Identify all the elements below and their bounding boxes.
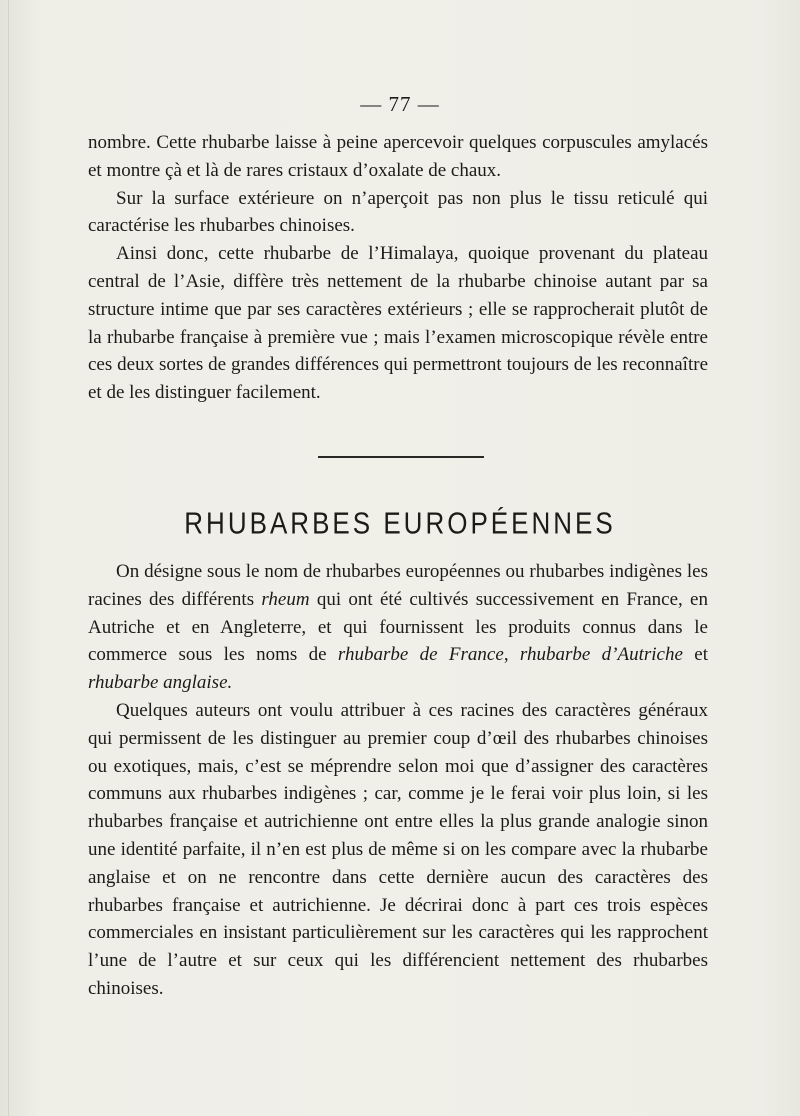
paragraph: nombre. Cette rhubarbe laisse à peine apercevoir quelques corpuscules amylacés et montre çà et là de rares cristaux d’oxalate de chaux. [88, 132, 708, 181]
italic-term: rhubarbe de France [337, 644, 504, 666]
italic-term: rhubarbe d’Autriche [519, 644, 683, 666]
section-divider [318, 456, 484, 458]
paragraph: Ainsi donc, cette rhubarbe de l’Himalaya, quoique provenant du plateau central de l’Asie, diffère très nettement de la rhubarbe chinoise autant par sa structure intime que par ses caractères extérieurs ; elle se rapprocherait plutôt de la rhubarbe française à première vue ; mais l’examen microscopique révèle entre ces deux sortes de grandes différences qui permettront toujours de les reconnaître et de les distinguer facilement. [88, 243, 708, 404]
page-edge [8, 0, 9, 1116]
section-text [88, 558, 708, 1003]
section-heading: RHUBARBES EUROPÉENNES [184, 505, 616, 541]
italic-term: rheum [261, 588, 310, 610]
paragraph: Quelques auteurs ont voulu attribuer à ces racines des caractères généraux qui permissent de les distinguer au premier coup d’œil des rhubarbes chinoises ou exotiques, mais, c’est se méprendre selon moi que d’assigner des caractères communs aux rhubarbes indigènes ; car, comme je le ferai voir plus loin, si les rhubarbes française et autrichienne ont entre elles la plus grande analogie sinon une identité parfaite, il n’en est plus de même si on les compare avec la rhubarbe anglaise et on ne rencontre dans cette dernière aucun des caractères des rhubarbes française et autrichienne. Je décrirai donc à part ces trois espèces commerciales en insistant particulièrement sur les caractères qui les rapprochent l’une de l’autre et sur ceux qui les différencient nettement des rhubarbes chinoises. [88, 699, 708, 999]
continuation-text [88, 129, 708, 407]
page-number: — 77 — [360, 92, 440, 116]
text-run: et [682, 644, 708, 666]
italic-term: rhubarbe anglaise. [88, 672, 233, 694]
text-run: , [503, 644, 520, 666]
text-run: On désigne sous le nom de rhubarbes européennes ou rhubarbes indigènes les racines des différents [88, 561, 708, 610]
paragraph: Sur la surface extérieure on n’aperçoit pas non plus le tissu reticulé qui caractérise les rhubarbes chinoises. [88, 187, 708, 237]
paragraph [88, 558, 708, 697]
text-run: qui ont été cultivés successivement en France, en Autriche et en Angleterre, et qui fournissent les produits connus dans le commerce sous les noms de [88, 588, 708, 666]
